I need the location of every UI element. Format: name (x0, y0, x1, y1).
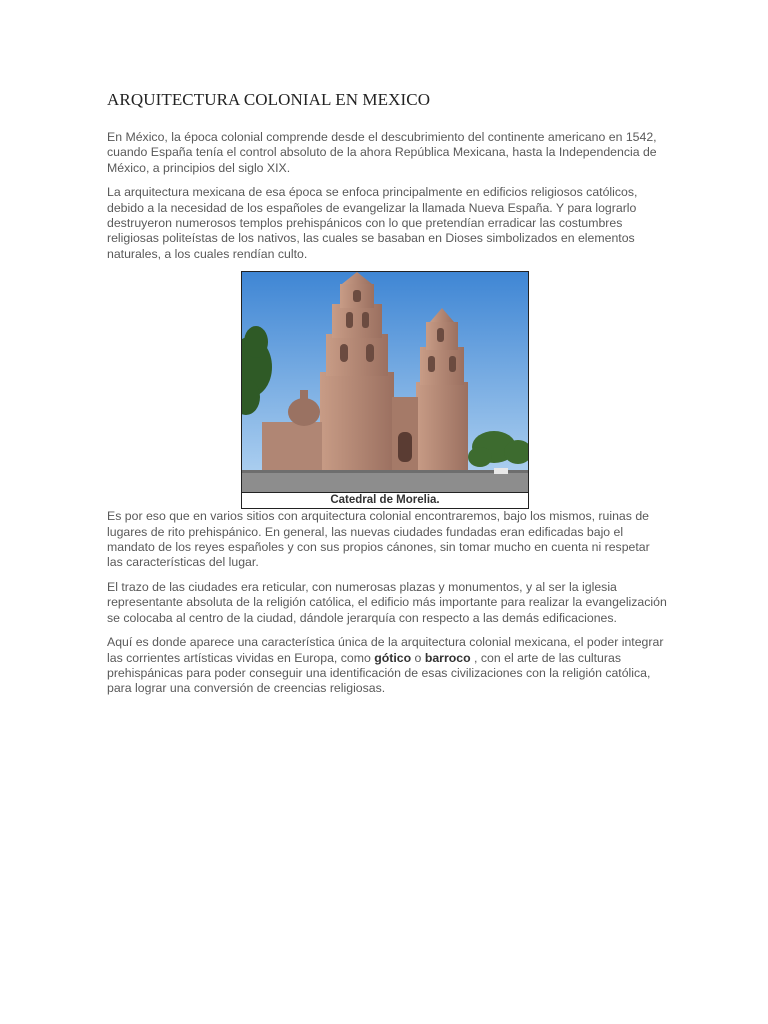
figure-caption: Catedral de Morelia. (242, 492, 528, 508)
cathedral-figure (241, 271, 529, 509)
paragraph-religious-architecture: La arquitectura mexicana de esa época se enfoca principalmente en edificios religiosos católicos, debido a la necesidad de los españoles de evangelizar la llamada Nueva España. Y para lograrlo destruyeron numerosos templos prehispánicos con lo que pretendían erradicar las costumbres religiosas politeístas de los nativos, las cuales se basaban en Dioses simbolizados en elementos naturales, a los cuales rendían culto. (107, 185, 638, 261)
cathedral-photo (242, 272, 528, 492)
text-segment: o (411, 650, 425, 665)
text-segment: Aquí es donde aparece una característica única de la arquitectura colonial mexicana, el poder integrar las corrientes artísticas vividas en Europa, como (107, 635, 664, 665)
baroque-term: barroco (424, 650, 471, 665)
paragraph-ruins: Es por eso que en varios sitios con arquitectura colonial encontraremos, bajo los mismos, ruinas de lugares de rito prehispánico. En general, las nuevas ciudades fundadas eran edificadas bajo el mandato de los reyes españoles y con sus propios cánones, sin tomar mucho en cuenta ni respetar las características del lugar. (107, 509, 650, 570)
paragraph-city-layout: El trazo de las ciudades era reticular, con numerosas plazas y monumentos, y al ser la iglesia representante absoluta de la religión católica, el edificio más importante para realizar la evangelización se colocaba al centro de la ciudad, dándole jerarquía con respecto a las demás edificaciones. (107, 579, 667, 625)
document-page (107, 90, 667, 706)
page-title: ARQUITECTURA COLONIAL EN MEXICO (107, 90, 431, 109)
gothic-term: gótico (374, 650, 412, 665)
text-segment: , con el arte de las culturas prehispánicas para poder conseguir una identificación de esas civilizaciones con la religión católica, para lograr una conversión de creencias religiosas. (107, 650, 651, 696)
paragraph-intro: En México, la época colonial comprende desde el descubrimiento del continente americano en 1542, cuando España tenía el control absoluto de la ahora República Mexicana, hasta la Independencia de México, a principios del siglo XIX. (107, 130, 657, 175)
paragraph-styles (107, 635, 667, 697)
